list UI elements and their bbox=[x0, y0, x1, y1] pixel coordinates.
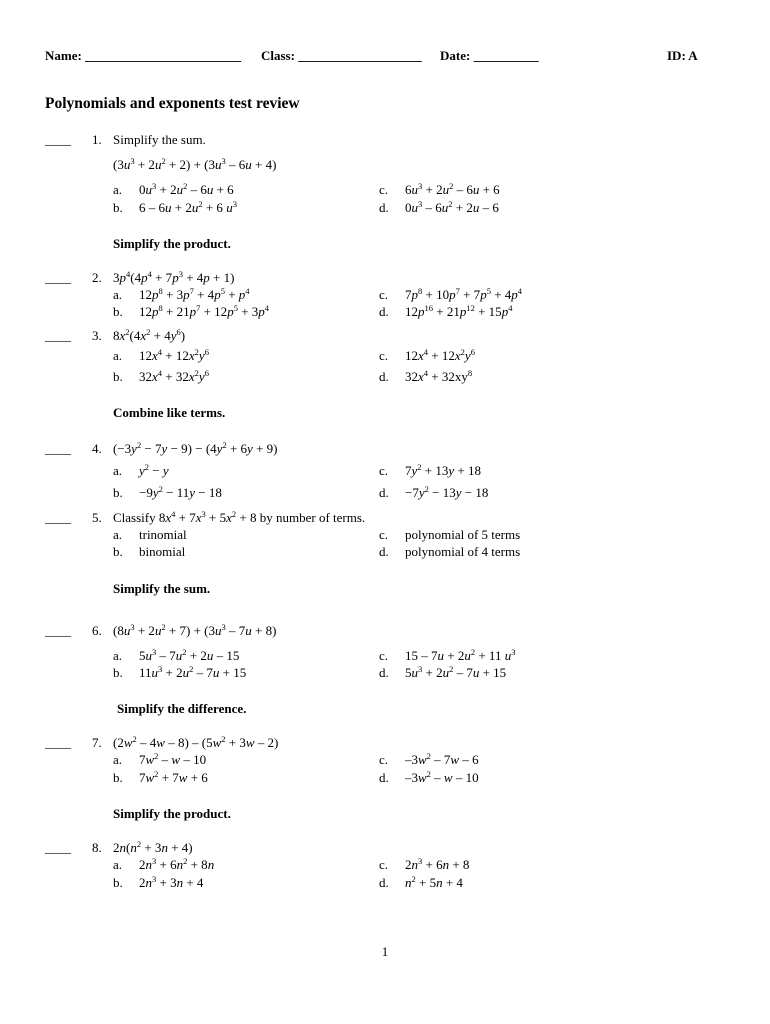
choice-label-a: a. bbox=[113, 527, 123, 542]
choice-label-c: c. bbox=[379, 463, 389, 478]
choice-label-d: d. bbox=[379, 544, 389, 559]
choice-label-a: a. bbox=[113, 463, 123, 478]
question-prompt: $(8u^3 + 2u^2 + 7) + (3u^3 - 7u + 8)$ bbox=[113, 622, 277, 638]
choice-label-c: c. bbox=[379, 857, 389, 872]
choice-label-d: d. bbox=[379, 770, 389, 785]
choice-a: $5u^3 - 7u^2 + 2u - 15$ bbox=[139, 647, 240, 663]
choice-a: $y^2 - y$ bbox=[139, 462, 169, 478]
question-number: 3. bbox=[92, 328, 102, 343]
question-prompt: Simplify the sum. bbox=[113, 132, 206, 147]
choice-d: $-7y^2 - 13y - 18$ bbox=[405, 484, 489, 500]
question-prompt: $2n(n^2 + 3n + 4)$ bbox=[113, 839, 193, 855]
choice-d: $0u^3 - 6u^2 + 2u - 6$ bbox=[405, 199, 499, 215]
answer-blank: ____ bbox=[45, 441, 71, 456]
choice-d: $5u^3 + 2u^2 - 7u + 15$ bbox=[405, 664, 507, 680]
choice-b: $6 - 6u + 2u^2 + 6$ $u^3$ bbox=[139, 199, 237, 215]
choice-label-b: b. bbox=[113, 770, 123, 785]
question-number: 2. bbox=[92, 270, 102, 285]
choice-label-b: b. bbox=[113, 544, 123, 559]
choice-d: $n^2 + 5n + 4$ bbox=[405, 874, 463, 890]
section-heading: Simplify the difference. bbox=[117, 701, 247, 716]
choice-label-b: b. bbox=[113, 200, 123, 215]
question-prompt: $8x^2(4x^2 + 4y^6)$ bbox=[113, 327, 186, 343]
choice-d: $32x^4 + 32xy^8$ bbox=[405, 368, 473, 384]
choice-b: binomial bbox=[139, 544, 186, 559]
date-field-label: Date: __________ bbox=[440, 48, 539, 63]
choice-label-d: d. bbox=[379, 200, 389, 215]
choice-label-a: a. bbox=[113, 348, 123, 363]
question-number: 5. bbox=[92, 510, 102, 525]
choice-label-d: d. bbox=[379, 875, 389, 890]
choice-label-d: d. bbox=[379, 304, 389, 319]
choice-c: $7y^2 + 13y + 18$ bbox=[405, 462, 481, 478]
answer-blank: ____ bbox=[45, 132, 71, 147]
choice-c: $-3w^2 - 7w - 6$ bbox=[405, 751, 479, 767]
choice-label-c: c. bbox=[379, 752, 389, 767]
choice-label-b: b. bbox=[113, 369, 123, 384]
question-prompt: $(2w^2 - 4w - 8) - (5w^2 + 3w - 2)$ bbox=[113, 734, 279, 750]
choice-label-d: d. bbox=[379, 485, 389, 500]
question-prompt: $3p^4(4p^4 + 7p^3 + 4p + 1)$ bbox=[113, 269, 235, 285]
choice-d: $-3w^2$ – w – 10 bbox=[405, 769, 479, 785]
choice-b: $11u^3 + 2u^2 - 7u + 15$ bbox=[139, 664, 247, 680]
choice-d: $12p^{16} + 21p^{12} + 15p^4$ bbox=[405, 303, 513, 319]
section-heading: Simplify the product. bbox=[113, 806, 231, 821]
id-label: ID: A bbox=[667, 48, 698, 63]
choice-a: $12p^8 + 3p^7 + 4p^5 + p^4$ bbox=[139, 286, 250, 302]
choice-b: $32x^4 + 32x^2y^6$ bbox=[139, 368, 209, 384]
choice-a: $2n^3 + 6n^2 + 8n$ bbox=[139, 856, 215, 872]
choice-b: $2n^3 + 3n + 4$ bbox=[139, 874, 204, 890]
question-prompt: Classify $8x^4 + 7x^3 + 5x^2 + 8$ by number of terms. bbox=[113, 509, 366, 525]
choice-c: polynomial of 5 terms bbox=[405, 527, 521, 542]
choice-a: trinomial bbox=[139, 527, 187, 542]
page-title: Polynomials and exponents test review bbox=[45, 95, 300, 112]
choice-label-d: d. bbox=[379, 369, 389, 384]
choice-a: $0u^3 + 2u^2 - 6u + 6$ bbox=[139, 181, 234, 197]
choice-b: $12p^8 + 21p^7 + 12p^5 + 3p^4$ bbox=[139, 303, 270, 319]
section-heading: Simplify the product. bbox=[113, 236, 231, 251]
question-number: 6. bbox=[92, 623, 102, 638]
choice-d: polynomial of 4 terms bbox=[405, 544, 521, 559]
choice-label-b: b. bbox=[113, 485, 123, 500]
name-field-label: Name: ________________________ bbox=[45, 48, 242, 63]
answer-blank: ____ bbox=[45, 510, 71, 525]
choice-label-b: b. bbox=[113, 875, 123, 890]
section-heading: Combine like terms. bbox=[113, 405, 226, 420]
choice-c: $7p^8 + 10p^7 + 7p^5 + 4p^4$ bbox=[405, 286, 523, 302]
answer-blank: ____ bbox=[45, 270, 71, 285]
choice-label-b: b. bbox=[113, 304, 123, 319]
choice-label-c: c. bbox=[379, 648, 389, 663]
question-number: 1. bbox=[92, 132, 102, 147]
choice-label-b: b. bbox=[113, 665, 123, 680]
question-prompt: $(-3y^2 - 7y - 9) - (4y^2 + 6y + 9)$ bbox=[113, 440, 278, 456]
choice-a: $7w^2$ – w – 10 bbox=[139, 751, 207, 767]
question-expression: $(3u^3 + 2u^2 + 2) + (3u^3 - 6u + 4)$ bbox=[113, 156, 277, 172]
choice-label-a: a. bbox=[113, 182, 123, 197]
answer-blank: ____ bbox=[45, 840, 71, 855]
class-field-label: Class: ___________________ bbox=[261, 48, 422, 63]
choice-label-d: d. bbox=[379, 665, 389, 680]
choice-c: $15 - 7u + 2u^2 + 11$ $u^3$ bbox=[405, 647, 516, 663]
choice-c: $2n^3 + 6n + 8$ bbox=[405, 856, 470, 872]
answer-blank: ____ bbox=[45, 328, 71, 343]
question-number: 7. bbox=[92, 735, 102, 750]
choice-a: $12x^4 + 12x^2y^6$ bbox=[139, 347, 209, 363]
choice-c: $12x^4 + 12x^2y^6$ bbox=[405, 347, 475, 363]
choice-b: $7w^2 + 7w + 6$ bbox=[139, 769, 208, 785]
section-heading: Simplify the sum. bbox=[113, 581, 211, 596]
choice-label-c: c. bbox=[379, 182, 389, 197]
choice-label-a: a. bbox=[113, 648, 123, 663]
question-number: 4. bbox=[92, 441, 102, 456]
choice-label-c: c. bbox=[379, 348, 389, 363]
answer-blank: ____ bbox=[45, 735, 71, 750]
choice-label-a: a. bbox=[113, 752, 123, 767]
choice-b: $-9y^2 - 11y - 18$ bbox=[139, 484, 222, 500]
question-number: 8. bbox=[92, 840, 102, 855]
choice-c: $6u^3 + 2u^2 - 6u + 6$ bbox=[405, 181, 500, 197]
choice-label-c: c. bbox=[379, 287, 389, 302]
choice-label-c: c. bbox=[379, 527, 389, 542]
choice-label-a: a. bbox=[113, 287, 123, 302]
answer-blank: ____ bbox=[45, 623, 71, 638]
choice-label-a: a. bbox=[113, 857, 123, 872]
page-number: 1 bbox=[381, 944, 389, 959]
